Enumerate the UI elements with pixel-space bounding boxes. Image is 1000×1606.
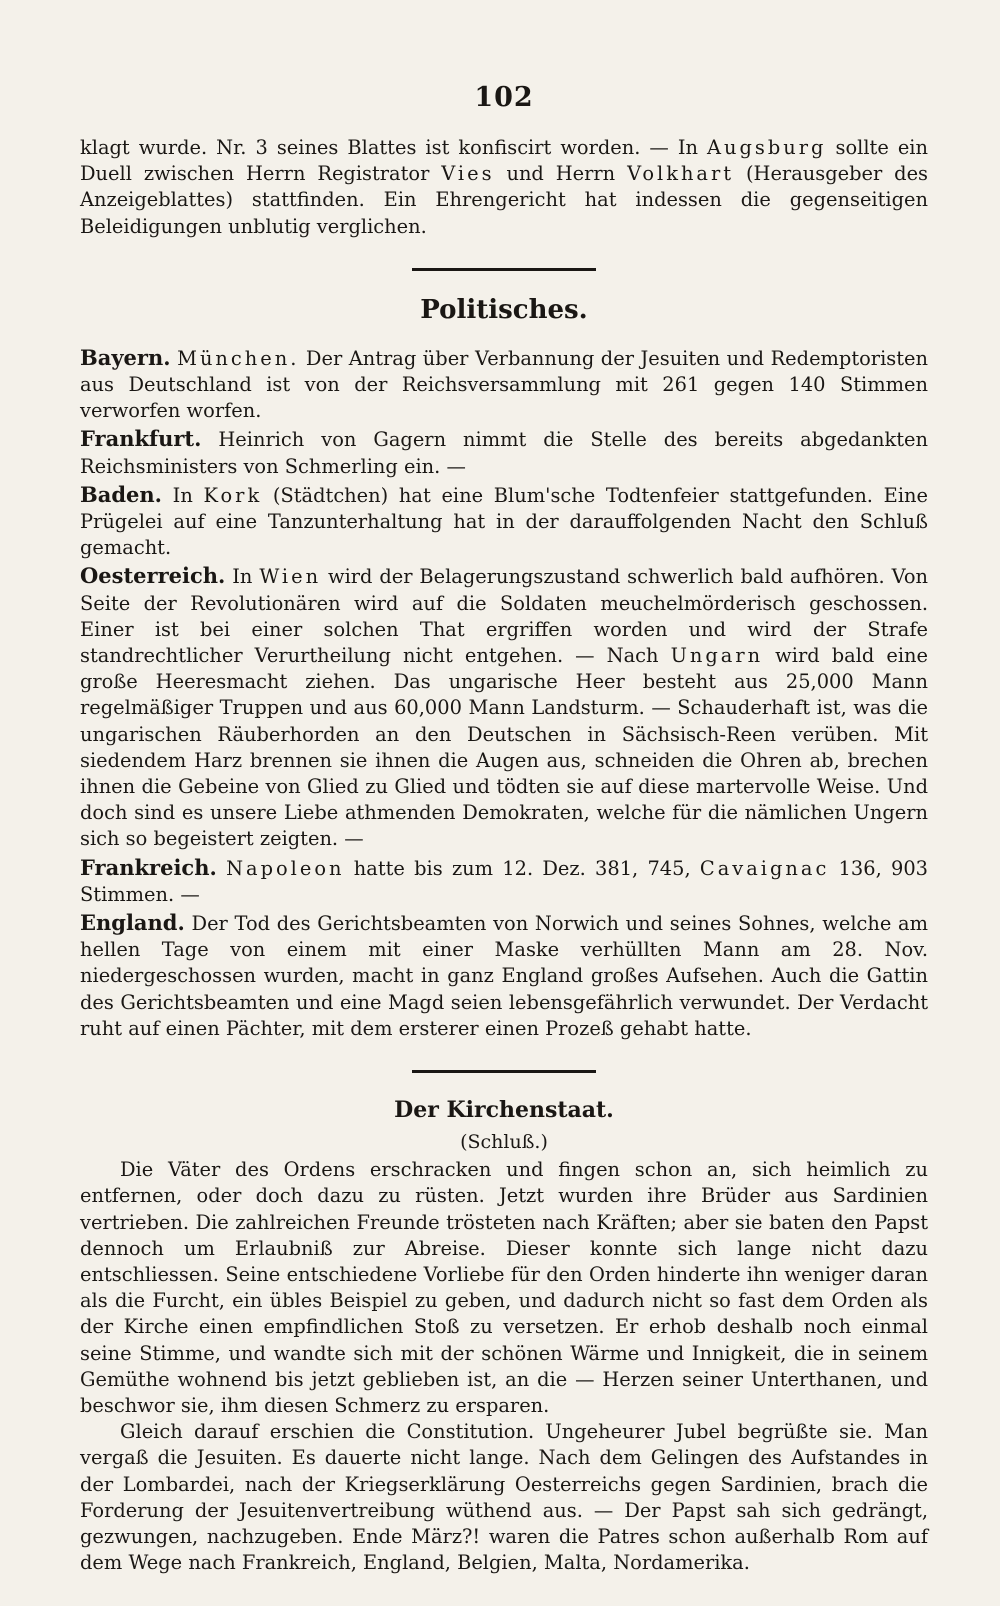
frankreich-text-1: hatte bis zum 12. Dez. 381, 745, — [344, 856, 700, 880]
baden-text-2: (Städtchen) hat eine Blum'sche Todtenfeier stattgefunden. Eine Prügelei auf eine Tanzunterhaltung hat in der darauffolgenden Nacht den Schluß gemacht. — [80, 483, 928, 560]
news-frankfurt — [80, 426, 928, 479]
intro-text-1: klagt wurde. Nr. 3 seines Blattes ist konfiscirt worden. — In — [80, 136, 708, 159]
england-text: Der Tod des Gerichtsbeamten von Norwich und seines Sohnes, welche am hellen Tage von einem mit einer Maske verhüllten Mann am 28. Nov. niedergeschossen wurden, macht in ganz England großes Aufsehen. Auch die Gattin des Gerichtsbeamten und eine Magd seien lebensgefährlich verwundet. Der Verdacht ruht auf einen Pächter, mit dem ersterer einen Prozeß gehabt hatte. — [80, 912, 928, 1040]
oesterreich-text-1: In — [225, 565, 260, 589]
intro-text-4: (Herausgeber des Anzeigeblattes) stattfinden. Ein Ehrengericht hat indessen die gegenseitigen Beleidigungen unblutig verglichen. — [80, 162, 928, 238]
country-label-england: England. — [80, 910, 185, 936]
bayern-text: Der Antrag über Verbannung der Jesuiten und Redemptoristen aus Deutschland ist von der Reichsversammlung mit 261 gegen 140 Stimmen verworfen worfen. — [80, 346, 928, 423]
country-label-bayern: Bayern. — [80, 344, 171, 370]
church-paragraph-2: Gleich darauf erschien die Constitution. Ungeheurer Jubel begrüßte sie. Man vergaß die Jesuiten. Es dauerte nicht lange. Nach dem Gelingen des Aufstandes in der Lombardei, nach der Kriegserklärung Oesterreichs gegen Sardinien, brach die Forderung der Jesuitenvertreibung wüthend aus. — Der Papst sah sich gedrängt, gezwungen, nachzugeben. Ende März?! waren die Patres schon außerhalb Rom auf dem Wege nach Frankreich, England, Belgien, Malta, Nordamerika. — [80, 1420, 928, 1575]
church-subtitle: (Schluß.) — [460, 1131, 548, 1154]
place-ungarn: Ungarn — [670, 644, 764, 668]
news-baden — [80, 482, 928, 562]
church-paragraph-1: Die Väter des Ordens erschracken und fingen schon an, sich heimlich zu entfernen, oder doch dazu zu rüsten. Jetzt wurden ihre Brüder aus Sardinien vertrieben. Die zahlreichen Freunde trösteten nach Kräften; aber sie baten den Papst dennoch um Erlaubniß zur Abreise. Dieser konnte sich lange nicht dazu entschliessen. Seine entschiedene Vorliebe für den Orden hinderte ihn weniger daran als die Furcht, ein übles Beispiel zu geben, und dadurch nicht so fast dem Orden als der Kirche einen empfindlichen Stoß zu versetzen. Er erhob deshalb noch einmal seine Stimme, und wandte sich mit der schönen Wärme und Innigkeit, die in seinem Gemüthe wohnend bis jetzt geblieben ist, an die — Herzen seiner Unterthanen, und beschwor sie, ihm diesen Schmerz zu ersparen. — [80, 1158, 928, 1417]
country-label-oesterreich: Oesterreich. — [80, 563, 226, 589]
news-frankreich — [80, 855, 928, 908]
intro-text-3: und Herrn — [494, 162, 628, 186]
news-oesterreich — [80, 563, 928, 852]
church-heading: Der Kirchenstaat. — [394, 1097, 614, 1124]
frankfurt-text: Heinrich von Gagern nimmt die Stelle des bereits abgedankten Reichsministers von Schmerling ein. — — [80, 428, 928, 478]
place-augsburg: Augsburg — [707, 136, 827, 159]
city-muenchen: München. — [177, 346, 300, 370]
news-england — [80, 910, 928, 1042]
news-bayern — [80, 345, 928, 425]
intro-text-2: sollte ein Duell zwischen Herrn Registrator — [80, 136, 928, 186]
oesterreich-text-2: wird der Belagerungszustand schwerlich bald aufhören. Von Seite der Revolutionären wird auf die Soldaten meuchelmörderisch geschossen. Einer ist bei einer solchen That ergriffen worden und wird der Strafe standrechtlicher Verurtheilung nicht entgehen. — Nach — [80, 565, 928, 668]
section-divider-2 — [412, 1070, 596, 1073]
country-label-baden: Baden. — [80, 481, 162, 507]
place-kork: Kork — [203, 483, 263, 507]
name-vies: Vies — [441, 162, 495, 186]
oesterreich-text-3: wird bald eine große Heeresmacht ziehen. Das ungarische Heer besteht aus 25,000 Mann regelmäßiger Truppen und aus 60,000 Mann Landsturm. — Schauderhaft ist, was die ungarischen Räuberhorden an den Deutschen in Sächsisch-Reen verüben. Mit siedendem Harz brennen sie ihnen die Augen aus, schneiden die Ohren ab, brechen ihnen die Gebeine von Glied zu Glied und tödten sie auf diese martervolle Weise. Und doch sind es unsere Liebe athmenden Demokraten, welche für die nämlichen Ungern sich so begeistert zeigten. — — [80, 644, 929, 851]
name-volkhart: Volkhart — [627, 162, 735, 186]
country-label-frankreich: Frankreich. — [80, 854, 217, 880]
place-wien: Wien — [259, 565, 322, 589]
name-cavaignac: Cavaignac — [699, 856, 830, 880]
baden-text-1: In — [161, 483, 204, 507]
frankreich-text-2: 136, 903 Stimmen. — — [80, 856, 928, 906]
country-label-frankfurt: Frankfurt. — [80, 426, 202, 452]
section-divider — [412, 268, 596, 271]
politics-heading: Politisches. — [420, 294, 588, 325]
name-napoleon: Napoleon — [226, 856, 345, 880]
page-number: 102 — [474, 82, 534, 113]
intro-paragraph — [80, 135, 928, 240]
